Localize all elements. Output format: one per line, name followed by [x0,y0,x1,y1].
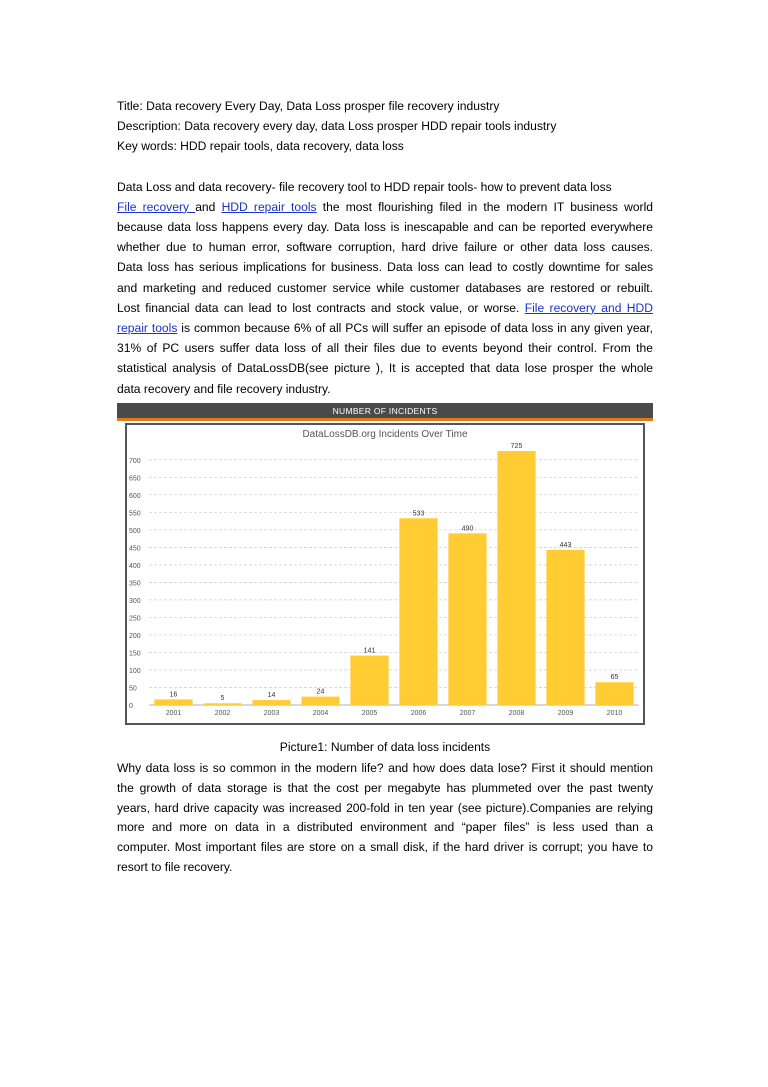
bar-2004 [301,697,339,705]
x-tick-label: 2005 [361,710,378,717]
text-line: is common because 6% of all PCs will suffer an episode of data loss in any given year, [177,321,654,336]
y-tick-label: 450 [129,545,141,553]
data-label: 443 [559,541,572,549]
bar-2001 [154,699,192,705]
x-tick-label: 2002 [214,710,231,717]
x-tick-label: 2007 [459,710,476,717]
text-line: Why data loss is so common in the modern life? and how does data lose? First it should mention [117,761,653,775]
bar-2009 [546,550,584,705]
text-line: statistical analysis of DataLossDB(see picture ), It is accepted that data lose prosper the whole [117,361,653,376]
text-line: computer. Most important files are store on a small disk, if the hard driver is corrupt; you have to [117,840,653,855]
data-label: 533 [412,510,425,518]
description-line: Description: Data recovery every day, data Loss prosper HDD repair tools industry [117,119,557,134]
repair-tools-link[interactable]: repair tools [117,321,178,336]
keywords-line: Key words: HDD repair tools, data recovery, data loss [117,139,404,154]
data-label: 24 [316,688,325,696]
data-label: 141 [363,647,376,655]
x-tick-label: 2004 [312,710,329,717]
y-tick-label: 300 [129,597,141,605]
x-tick-label: 2009 [557,710,574,717]
bar-2002 [203,703,241,705]
y-tick-label: 550 [129,510,141,518]
chart-title: DataLossDB.org Incidents Over Time [302,429,468,440]
incidents-figure [117,403,653,725]
document-body [117,96,653,399]
file-recovery-hdd-link[interactable]: File recovery and HDD [524,300,653,315]
text-line: resort to file recovery. [117,859,233,874]
y-tick-label: 650 [129,475,141,483]
y-tick-label: 250 [129,615,141,623]
text-line: years, hard drive capacity was increased 200-fold in ten year (see picture).Companies are relying [117,800,653,815]
data-label: 490 [461,525,474,533]
data-label: 14 [267,692,276,700]
text-line: more and more on data in a distributed environment and “paper files” is less used than a [117,820,653,835]
text-line: the most flourishing filed in the modern IT business world [316,199,653,214]
text-line: because data loss happens every day. Data loss is inescapable and can be reported everywhere [117,220,653,235]
data-label: 16 [169,691,178,699]
y-tick-label: 700 [129,457,141,465]
y-tick-label: 500 [129,527,141,535]
x-tick-label: 2006 [410,710,427,717]
section-heading: Data Loss and data recovery- file recovery tool to HDD repair tools- how to prevent data loss [117,179,612,194]
bar-chart [127,425,643,723]
hdd-repair-tools-link[interactable]: HDD repair tools [221,199,317,214]
bar-2010 [595,682,633,705]
text-and: and [195,199,222,214]
y-tick-label: 200 [129,632,141,640]
text-line: 31% of PC users suffer data loss of all their files due to events beyond their control. From the [117,341,653,356]
text-line: whether due to human error, software corruption, hard drive failure or other data loss causes. [117,240,653,255]
second-paragraph [117,759,653,878]
figure-accent-bar [117,418,653,421]
y-tick-label: 150 [129,650,141,658]
text-line: and marketing and reduced customer service while customer databases are restored or rebuilt. [117,280,653,295]
x-tick-label: 2010 [606,710,623,717]
y-tick-label: 400 [129,562,141,570]
bar-2006 [399,518,437,705]
file-recovery-link[interactable]: File recovery [117,199,196,214]
intro-paragraph [117,197,653,399]
x-tick-label: 2008 [508,710,525,717]
x-tick-label: 2001 [165,710,182,717]
title-line: Title: Data recovery Every Day, Data Loss prosper file recovery industry [117,99,500,113]
bar-2005 [350,656,388,705]
y-tick-label: 350 [129,580,141,588]
chart-frame [125,423,645,725]
text-line: Data loss has serious implications for business. Data loss can lead to costly downtime for sales [117,260,653,275]
y-tick-label: 0 [129,703,133,710]
text-line: the growth of data storage is that the cost per megabyte has plummeted over the past twenty [117,780,653,795]
bar-2008 [497,451,535,705]
bar-2003 [252,700,290,705]
data-label: 65 [610,674,619,682]
y-tick-label: 600 [129,492,141,500]
y-tick-label: 100 [129,667,141,675]
data-label: 5 [220,695,225,703]
data-label: 725 [510,443,523,450]
y-tick-label: 50 [129,685,137,693]
bar-2007 [448,533,486,705]
figure-header: NUMBER OF INCIDENTS [117,403,653,420]
text-line: Lost financial data can lead to lost contracts and stock value, or worse. [117,300,525,315]
text-line: data recovery and file recovery industry. [117,381,331,396]
x-tick-label: 2003 [263,710,280,717]
figure-caption: Picture1: Number of data loss incidents [279,740,491,754]
